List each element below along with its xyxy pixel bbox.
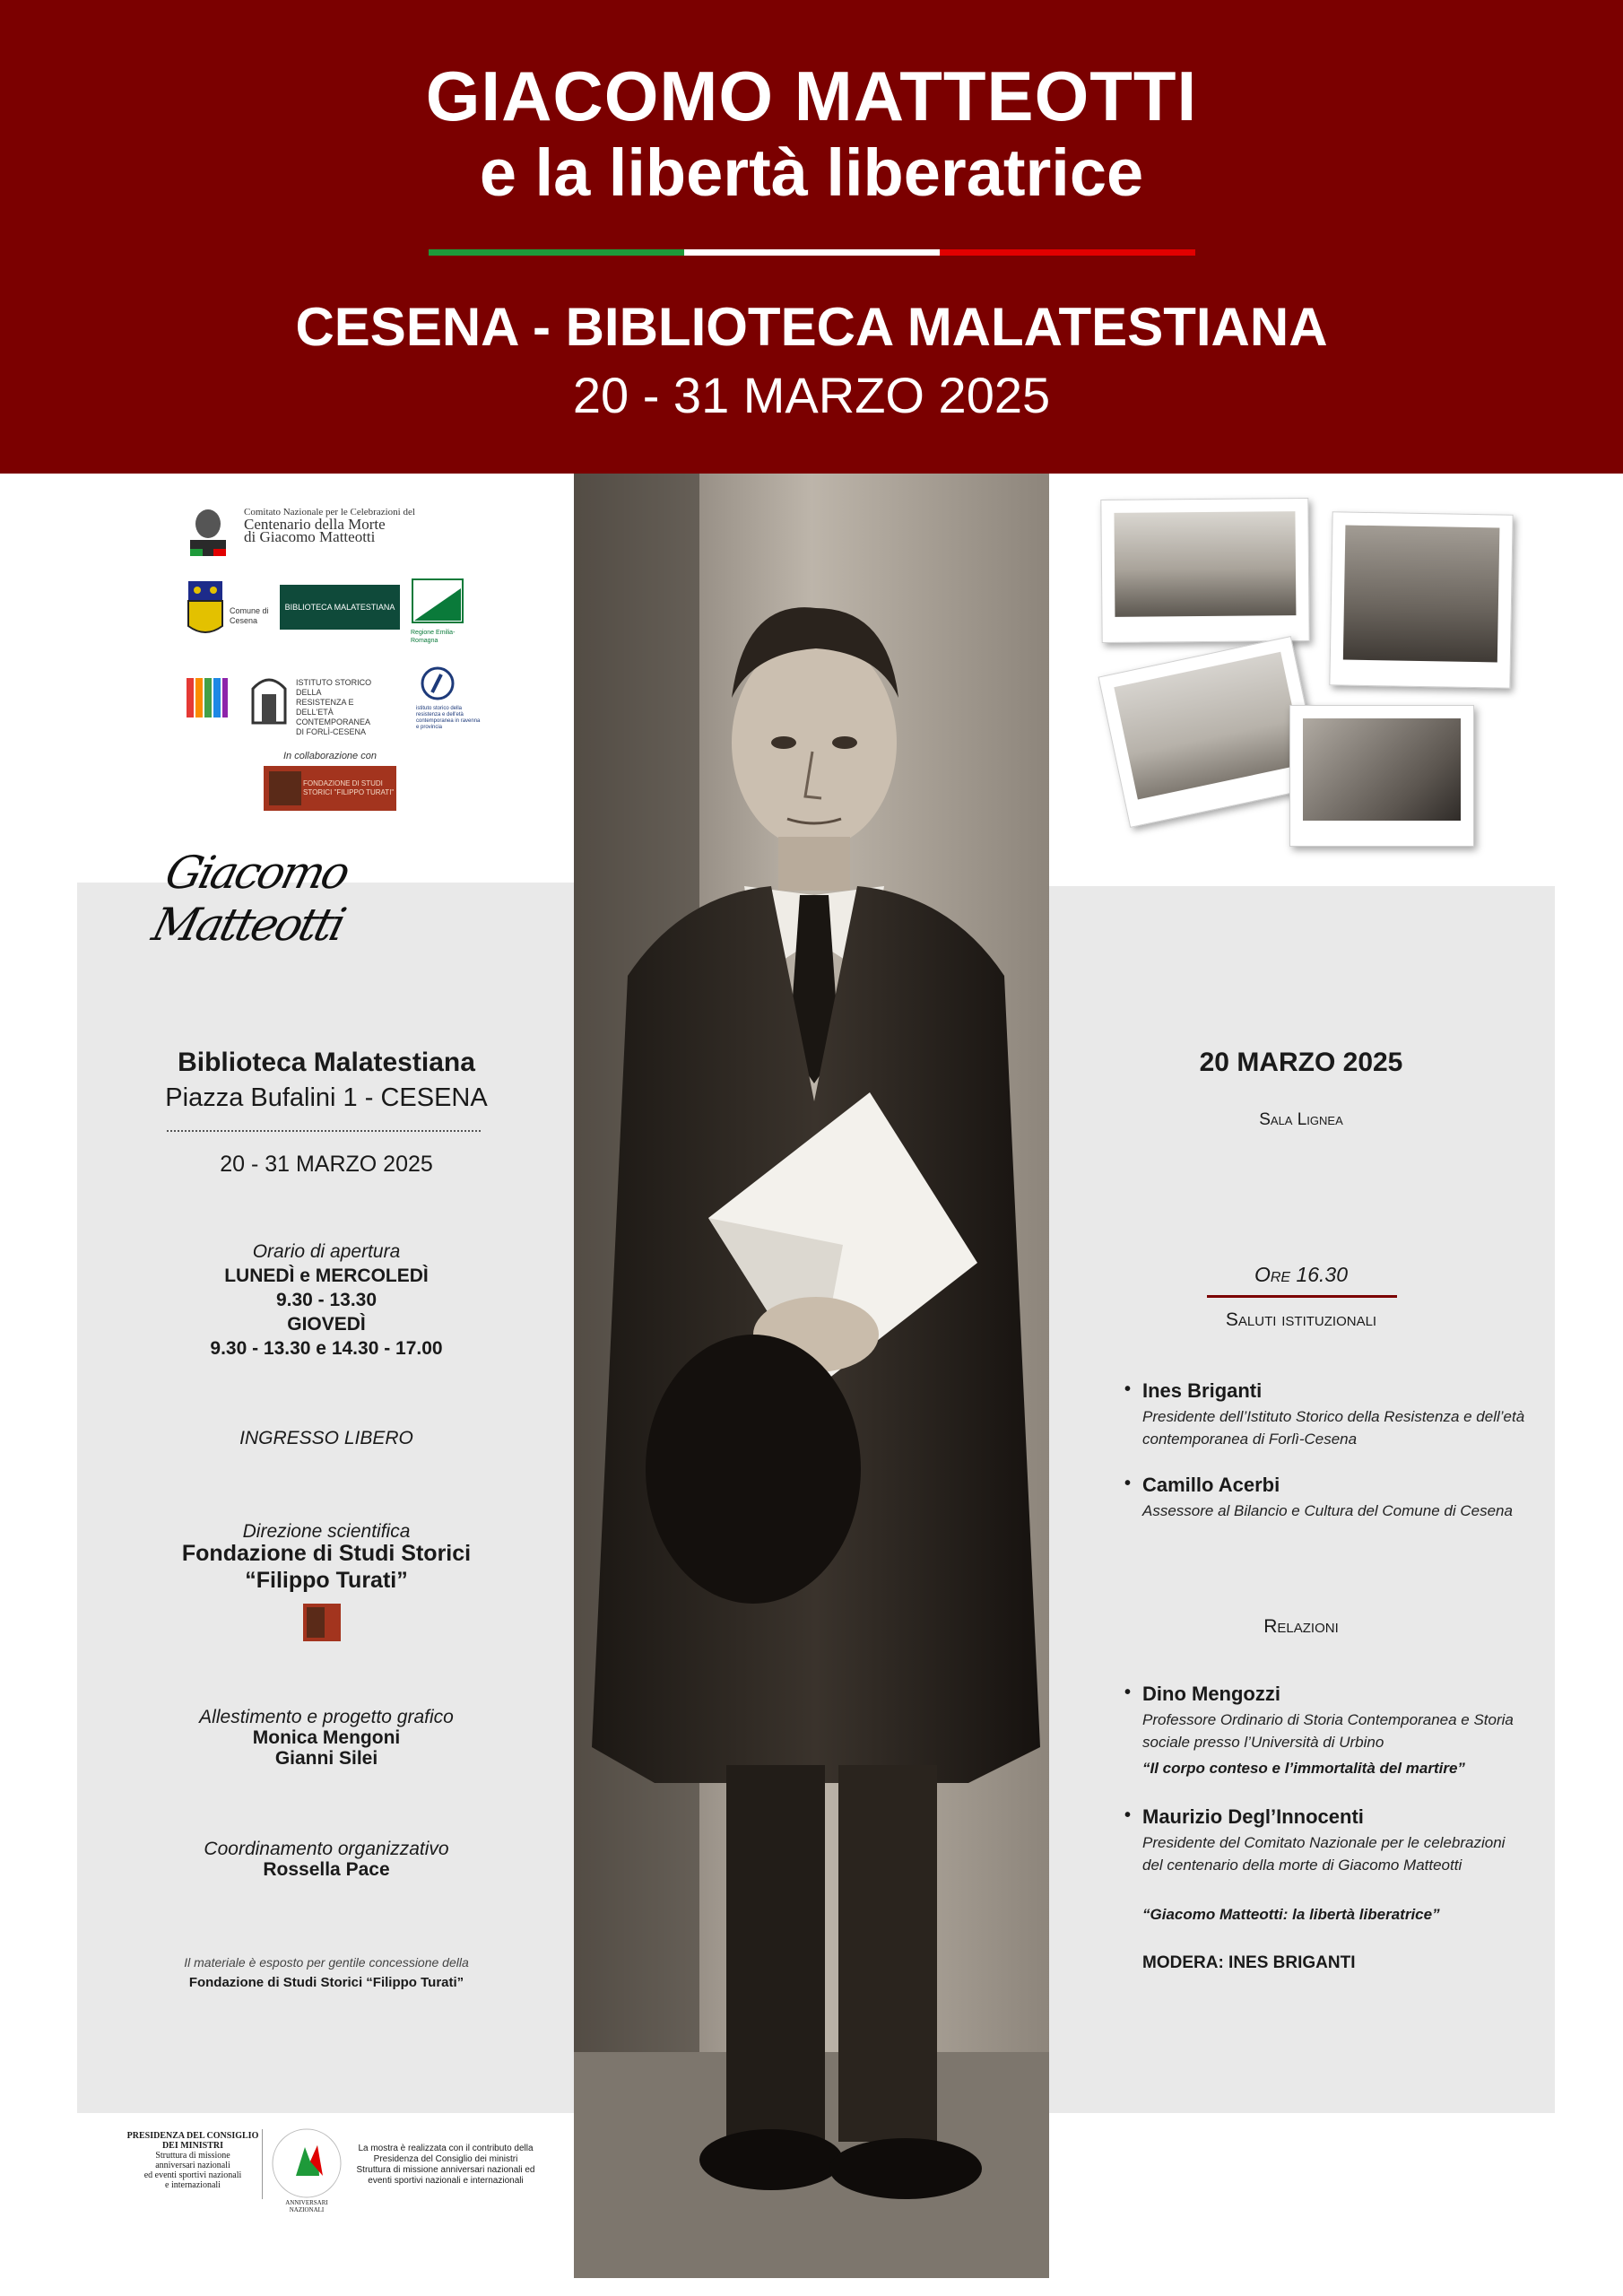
- committee-portrait-logo: [185, 504, 231, 558]
- design-label: Allestimento e progetto grafico: [199, 1707, 454, 1727]
- anniversari-label: ANNIVERSARI NAZIONALI: [285, 2199, 328, 2213]
- place-name: Biblioteca Malatestiana: [178, 1048, 475, 1077]
- direction-label: Direzione scientifica: [242, 1521, 411, 1542]
- hours-days-2: GIOVEDÌ: [287, 1314, 366, 1335]
- bullet: •: [1124, 1805, 1132, 1825]
- design-name-1: Monica Mengoni: [252, 1727, 401, 1748]
- speaker-desc: Assessore al Bilancio e Cultura del Comune di Cesena: [1142, 1502, 1513, 1519]
- speaker-desc: Presidente dell’Istituto Storico della Resistenza e dell’età contemporanea di Forlì-Cesena: [1142, 1408, 1525, 1448]
- istituto-door-logo: [249, 671, 289, 725]
- bullet: •: [1124, 1683, 1132, 1702]
- venue-title: CESENA - BIBLIOTECA MALATESTIANA: [295, 297, 1328, 357]
- coord-name: Rossella Pace: [263, 1859, 390, 1880]
- loan-org: Fondazione di Studi Storici “Filippo Turati”: [188, 1975, 464, 1990]
- speaker-name: Maurizio Degl’Innocenti: [1142, 1805, 1364, 1828]
- hours-days-1: LUNEDÌ e MERCOLEDÌ: [224, 1265, 429, 1286]
- time-divider: [1207, 1295, 1397, 1298]
- tricolor-divider: [429, 249, 1195, 256]
- committee-logo-text: Comitato Nazionale per le Celebrazioni del Centenario della Morte di Giacomo Matteotti: [244, 507, 415, 545]
- moderator: MODERA: INES BRIGANTI: [1142, 1953, 1356, 1972]
- header-banner: [0, 0, 1623, 474]
- istituto-logo-text: ISTITUTO STORICO DELLA RESISTENZA E DELL'ETÀ CONTEMPORANEA DI FORLÌ-CESENA: [296, 678, 372, 736]
- hours-label: Orario di apertura: [252, 1241, 401, 1262]
- direction-line-1: Fondazione di Studi Storici: [181, 1541, 472, 1566]
- bullet: •: [1124, 1379, 1132, 1399]
- program-room: Sala Lignea: [1259, 1110, 1343, 1129]
- comune-cesena-crest-icon: [185, 574, 226, 640]
- hours-time-1: 9.30 - 13.30: [275, 1290, 378, 1310]
- speaker-name: Ines Briganti: [1142, 1379, 1263, 1402]
- entry-info: INGRESSO LIBERO: [239, 1428, 413, 1448]
- istituto-ravenna-logo: istituto storico della resistenza e dell'età contemporanea in ravenna e provincia: [416, 665, 482, 731]
- biblioteca-logo: BIBLIOTECA MALATESTIANA: [280, 585, 400, 630]
- comune-label: Comune di Cesena: [230, 606, 269, 625]
- historic-photo-woman: [1289, 705, 1474, 847]
- program-time: Ore 16.30: [1254, 1263, 1349, 1286]
- presidenza-logo-text: PRESIDENZA DEL CONSIGLIO DEI MINISTRI Struttura di missione anniversari nazionali ed eventi sportivi nazionali e internazionali: [126, 2131, 259, 2190]
- title-line-2: e la libertà liberatrice: [479, 135, 1144, 210]
- talk-title: “Giacomo Matteotti: la libertà liberatrice”: [1142, 1906, 1440, 1923]
- bullet: •: [1124, 1474, 1132, 1493]
- historic-photo-group: [1329, 511, 1513, 688]
- turati-portrait-icon: [269, 771, 301, 805]
- hours-time-2: 9.30 - 13.30 e 14.30 - 17.00: [210, 1338, 443, 1359]
- program-date: 20 MARZO 2025: [1199, 1048, 1403, 1077]
- title-line-1: GIACOMO MATTEOTTI: [425, 57, 1198, 135]
- address-divider: [167, 1130, 481, 1132]
- portrait-illustration: [574, 474, 1049, 2278]
- talks-label: Relazioni: [1263, 1616, 1339, 1637]
- coord-label: Coordinamento organizzativo: [204, 1839, 449, 1859]
- colored-books-logo: [185, 674, 230, 721]
- direction-line-2: “Filippo Turati”: [245, 1568, 408, 1593]
- turati-small-logo-icon: [303, 1604, 341, 1641]
- footer-note: La mostra è realizzata con il contributo della Presidenza del Consiglio dei ministri Struttura di missione anniversari nazionali ed eventi sportivi nazionali e internazionali: [356, 2144, 535, 2186]
- fondazione-turati-logo: FONDAZIONE DI STUDI STORICI "FILIPPO TURATI": [264, 766, 396, 811]
- loan-note: Il materiale è esposto per gentile concessione della: [184, 1955, 469, 1970]
- regione-logo: Regione Emilia-Romagna: [411, 578, 464, 635]
- speaker-desc: Professore Ordinario di Storia Contemporanea e Storia sociale presso l’Università di Urbino: [1142, 1711, 1514, 1751]
- place-address: Piazza Bufalini 1 - CESENA: [165, 1083, 488, 1112]
- matteotti-signature: Giacomo Matteotti: [147, 847, 353, 951]
- left-dates: 20 - 31 MARZO 2025: [220, 1152, 433, 1177]
- design-name-2: Gianni Silei: [274, 1748, 378, 1769]
- greetings-label: Saluti istituzionali: [1225, 1309, 1377, 1330]
- historic-photo-building: [1100, 498, 1309, 643]
- matteotti-portrait-photo: [574, 474, 1049, 2278]
- anniversari-nazionali-logo: [269, 2126, 344, 2201]
- talk-title: “Il corpo conteso e l’immortalità del martire”: [1142, 1760, 1465, 1777]
- speaker-name: Dino Mengozzi: [1142, 1683, 1280, 1705]
- speaker-desc: Presidente del Comitato Nazionale per le celebrazioni del centenario della morte di Giacomo Matteotti: [1142, 1834, 1506, 1874]
- event-dates: 20 - 31 MARZO 2025: [572, 367, 1051, 423]
- collaboration-label: In collaborazione con: [283, 751, 377, 761]
- footer-divider: [262, 2129, 263, 2199]
- speaker-name: Camillo Acerbi: [1142, 1474, 1280, 1496]
